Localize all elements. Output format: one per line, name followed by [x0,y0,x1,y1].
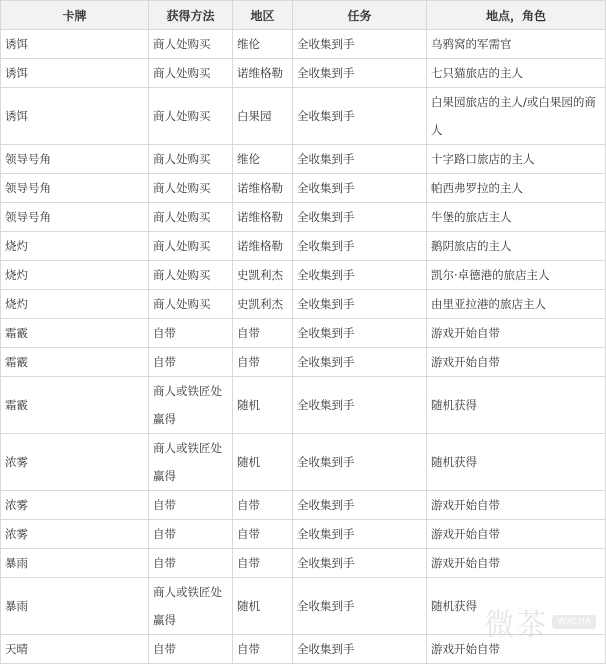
cell-method: 商人处购买 [149,203,233,232]
table-row [1,145,606,174]
cell-location: 由里亚拉港的旅店主人 [427,290,606,319]
cell-location: 乌鸦窝的军需官 [427,30,606,59]
cell-region: 诺维格勒 [233,203,293,232]
table-row [1,578,606,635]
cell-region: 随机 [233,434,293,491]
cell-location: 凯尔·卓德港的旅店主人 [427,261,606,290]
cell-location: 鹅阴旅店的主人 [427,232,606,261]
cell-card: 霜霰 [1,348,149,377]
cell-location: 游戏开始自带 [427,635,606,664]
table-row [1,290,606,319]
cell-quest: 全收集到手 [293,290,427,319]
cell-method: 商人处购买 [149,59,233,88]
cell-quest: 全收集到手 [293,319,427,348]
cell-quest: 全收集到手 [293,434,427,491]
cell-region: 维伦 [233,145,293,174]
cell-quest: 全收集到手 [293,261,427,290]
cell-quest: 全收集到手 [293,88,427,145]
cell-location: 帕西弗罗拉的主人 [427,174,606,203]
header-location: 地点，角色 [427,1,606,30]
cell-location: 游戏开始自带 [427,491,606,520]
cell-card: 烧灼 [1,290,149,319]
cell-location: 七只猫旅店的主人 [427,59,606,88]
cell-method: 自带 [149,549,233,578]
cell-region: 随机 [233,578,293,635]
cell-method: 自带 [149,635,233,664]
cell-card: 暴雨 [1,549,149,578]
cell-quest: 全收集到手 [293,203,427,232]
cell-quest: 全收集到手 [293,174,427,203]
table-row [1,261,606,290]
cell-method: 商人处购买 [149,290,233,319]
cell-region: 白果园 [233,88,293,145]
watermark-logo: 微茶 [484,608,549,643]
cell-quest: 全收集到手 [293,635,427,664]
cell-quest: 全收集到手 [293,491,427,520]
cell-region: 自带 [233,520,293,549]
cell-quest: 全收集到手 [293,30,427,59]
cell-region: 诺维格勒 [233,174,293,203]
table-row [1,377,606,434]
table-row [1,491,606,520]
cell-card: 烧灼 [1,232,149,261]
cell-method: 商人或铁匠处赢得 [149,434,233,491]
cell-location: 游戏开始自带 [427,520,606,549]
cell-card: 暴雨 [1,578,149,635]
cell-method: 自带 [149,491,233,520]
table-body [1,30,606,664]
header-row [1,1,606,30]
cell-region: 诺维格勒 [233,232,293,261]
cell-location: 游戏开始自带 [427,348,606,377]
cell-quest: 全收集到手 [293,578,427,635]
header-region: 地区 [233,1,293,30]
cell-region: 维伦 [233,30,293,59]
cell-method: 商人处购买 [149,261,233,290]
cell-location: 随机获得 [427,434,606,491]
table-row [1,549,606,578]
table-row [1,232,606,261]
cell-card: 领导号角 [1,203,149,232]
cell-region: 诺维格勒 [233,59,293,88]
cell-method: 商人或铁匠处赢得 [149,377,233,434]
cell-card: 诱饵 [1,59,149,88]
cell-region: 自带 [233,348,293,377]
cell-region: 自带 [233,319,293,348]
cell-method: 商人处购买 [149,232,233,261]
cell-method: 自带 [149,319,233,348]
table-row [1,30,606,59]
cell-method: 自带 [149,520,233,549]
cell-card: 浓雾 [1,434,149,491]
cell-method: 商人处购买 [149,88,233,145]
cell-card: 霜霰 [1,377,149,434]
cell-card: 浓雾 [1,520,149,549]
cell-card: 领导号角 [1,145,149,174]
cell-quest: 全收集到手 [293,145,427,174]
cell-region: 史凯利杰 [233,261,293,290]
cell-region: 随机 [233,377,293,434]
table-row [1,635,606,664]
watermark-badge: WXCHA [552,615,596,629]
cell-method: 商人或铁匠处赢得 [149,578,233,635]
cell-quest: 全收集到手 [293,520,427,549]
cell-location: 游戏开始自带 [427,549,606,578]
cell-card: 浓雾 [1,491,149,520]
cell-location: 游戏开始自带 [427,319,606,348]
cell-card: 烧灼 [1,261,149,290]
cell-region: 自带 [233,549,293,578]
cell-card: 领导号角 [1,174,149,203]
cell-card: 天晴 [1,635,149,664]
cell-quest: 全收集到手 [293,348,427,377]
cell-card: 霜霰 [1,319,149,348]
table-row [1,319,606,348]
cell-card: 诱饵 [1,88,149,145]
cell-location: 十字路口旅店的主人 [427,145,606,174]
cell-location: 随机获得 [427,377,606,434]
table-row [1,88,606,145]
cell-card: 诱饵 [1,30,149,59]
cell-region: 自带 [233,635,293,664]
cell-quest: 全收集到手 [293,377,427,434]
table-row [1,434,606,491]
table-row [1,520,606,549]
cell-method: 商人处购买 [149,30,233,59]
table-row [1,203,606,232]
table-row [1,59,606,88]
cell-location: 牛堡的旅店主人 [427,203,606,232]
cell-quest: 全收集到手 [293,549,427,578]
cell-region: 史凯利杰 [233,290,293,319]
table-row [1,174,606,203]
header-quest: 任务 [293,1,427,30]
header-method: 获得方法 [149,1,233,30]
cell-method: 商人处购买 [149,174,233,203]
cell-quest: 全收集到手 [293,232,427,261]
cell-quest: 全收集到手 [293,59,427,88]
header-card: 卡牌 [1,1,149,30]
cell-region: 自带 [233,491,293,520]
table-row [1,348,606,377]
cell-method: 自带 [149,348,233,377]
cell-location: 白果园旅店的主人/或白果园的商人 [427,88,606,145]
cell-location: 随机获得 [427,578,606,635]
cell-method: 商人处购买 [149,145,233,174]
